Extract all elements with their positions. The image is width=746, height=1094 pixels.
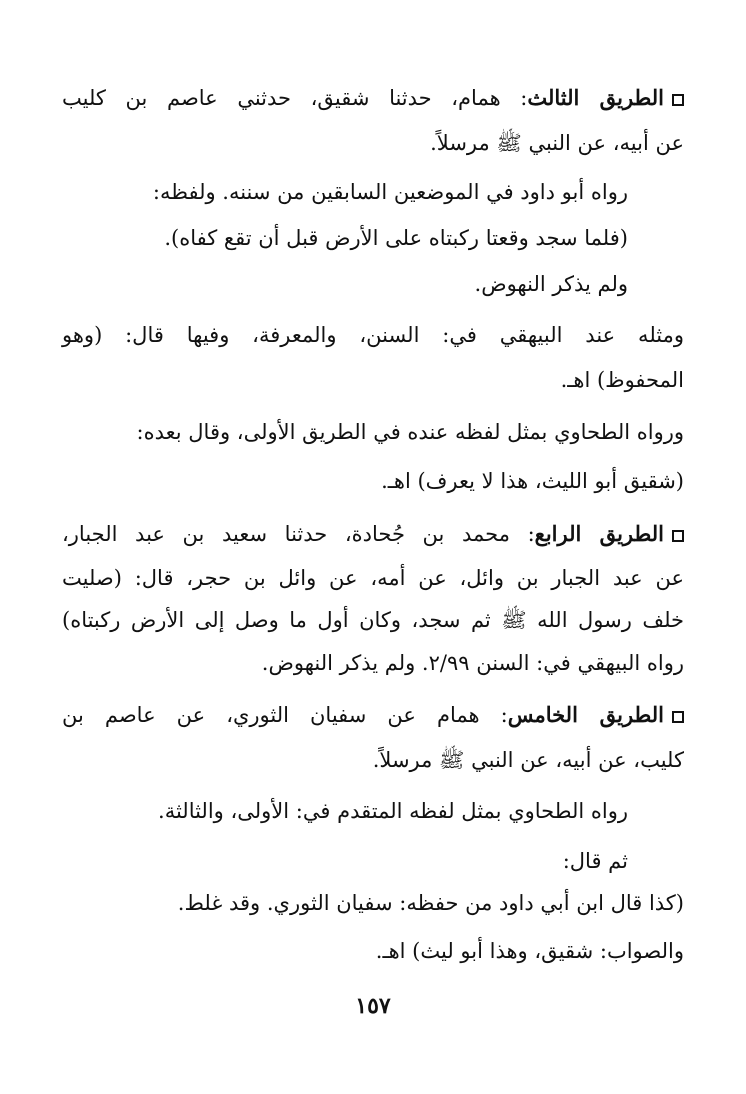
page-number: ١٥٧ bbox=[355, 993, 391, 1019]
text-line: والصواب: شقيق، وهذا أبو ليث) اهـ. bbox=[375, 939, 684, 963]
line-text: : همام عن سفيان الثوري، عن عاصم بن bbox=[62, 703, 508, 727]
text-line: (فلما سجد وقعتا ركبتاه على الأرض قبل أن تقع كفاه). bbox=[164, 226, 628, 250]
text-line: كليب، عن أبيه، عن النبي ﷺ مرسلاً. bbox=[372, 748, 684, 772]
text-line: عن أبيه، عن النبي ﷺ مرسلاً. bbox=[430, 131, 684, 155]
text-line bbox=[62, 83, 684, 113]
text-line: ولم يذكر النهوض. bbox=[474, 272, 628, 296]
square-bullet-icon bbox=[672, 530, 684, 542]
section-label: الطريق الرابع bbox=[534, 521, 664, 546]
text-line: (شقيق أبو الليث، هذا لا يعرف) اهـ. bbox=[381, 469, 684, 493]
line-text: : محمد بن جُحادة، حدثنا سعيد بن عبد الجبار، bbox=[62, 522, 535, 546]
text-line: ومثله عند البيهقي في: السنن، والمعرفة، وفيها قال: (وهو bbox=[62, 323, 684, 347]
text-line: عن عبد الجبار بن وائل، عن أمه، عن وائل بن حجر، قال: (صليت bbox=[62, 566, 684, 590]
section-label: الطريق الثالث bbox=[527, 85, 664, 110]
text-line: المحفوظ) اهـ. bbox=[560, 368, 684, 392]
text-line: رواه البيهقي في: السنن ٢/٩٩. ولم يذكر النهوض. bbox=[261, 651, 684, 675]
text-line: رواه الطحاوي بمثل لفظه المتقدم في: الأولى، والثالثة. bbox=[158, 799, 628, 823]
text-line: رواه أبو داود في الموضعين السابقين من سننه. ولفظه: bbox=[152, 180, 628, 204]
square-bullet-icon bbox=[672, 711, 684, 723]
text-line: (كذا قال ابن أبي داود من حفظه: سفيان الثوري. وقد غلط. bbox=[177, 891, 684, 915]
square-bullet-icon bbox=[672, 94, 684, 106]
line-text: : همام، حدثنا شقيق، حدثني عاصم بن كليب bbox=[62, 86, 528, 110]
text-line: ورواه الطحاوي بمثل لفظه عنده في الطريق الأولى، وقال بعده: bbox=[136, 420, 684, 444]
text-line: خلف رسول الله ﷺ ثم سجد، وكان أول ما وصل إلى الأرض ركبتاه) bbox=[62, 608, 684, 632]
text-line: ثم قال: bbox=[562, 849, 628, 873]
section-label: الطريق الخامس bbox=[507, 702, 664, 727]
text-line bbox=[62, 519, 684, 549]
text-line bbox=[62, 700, 684, 730]
